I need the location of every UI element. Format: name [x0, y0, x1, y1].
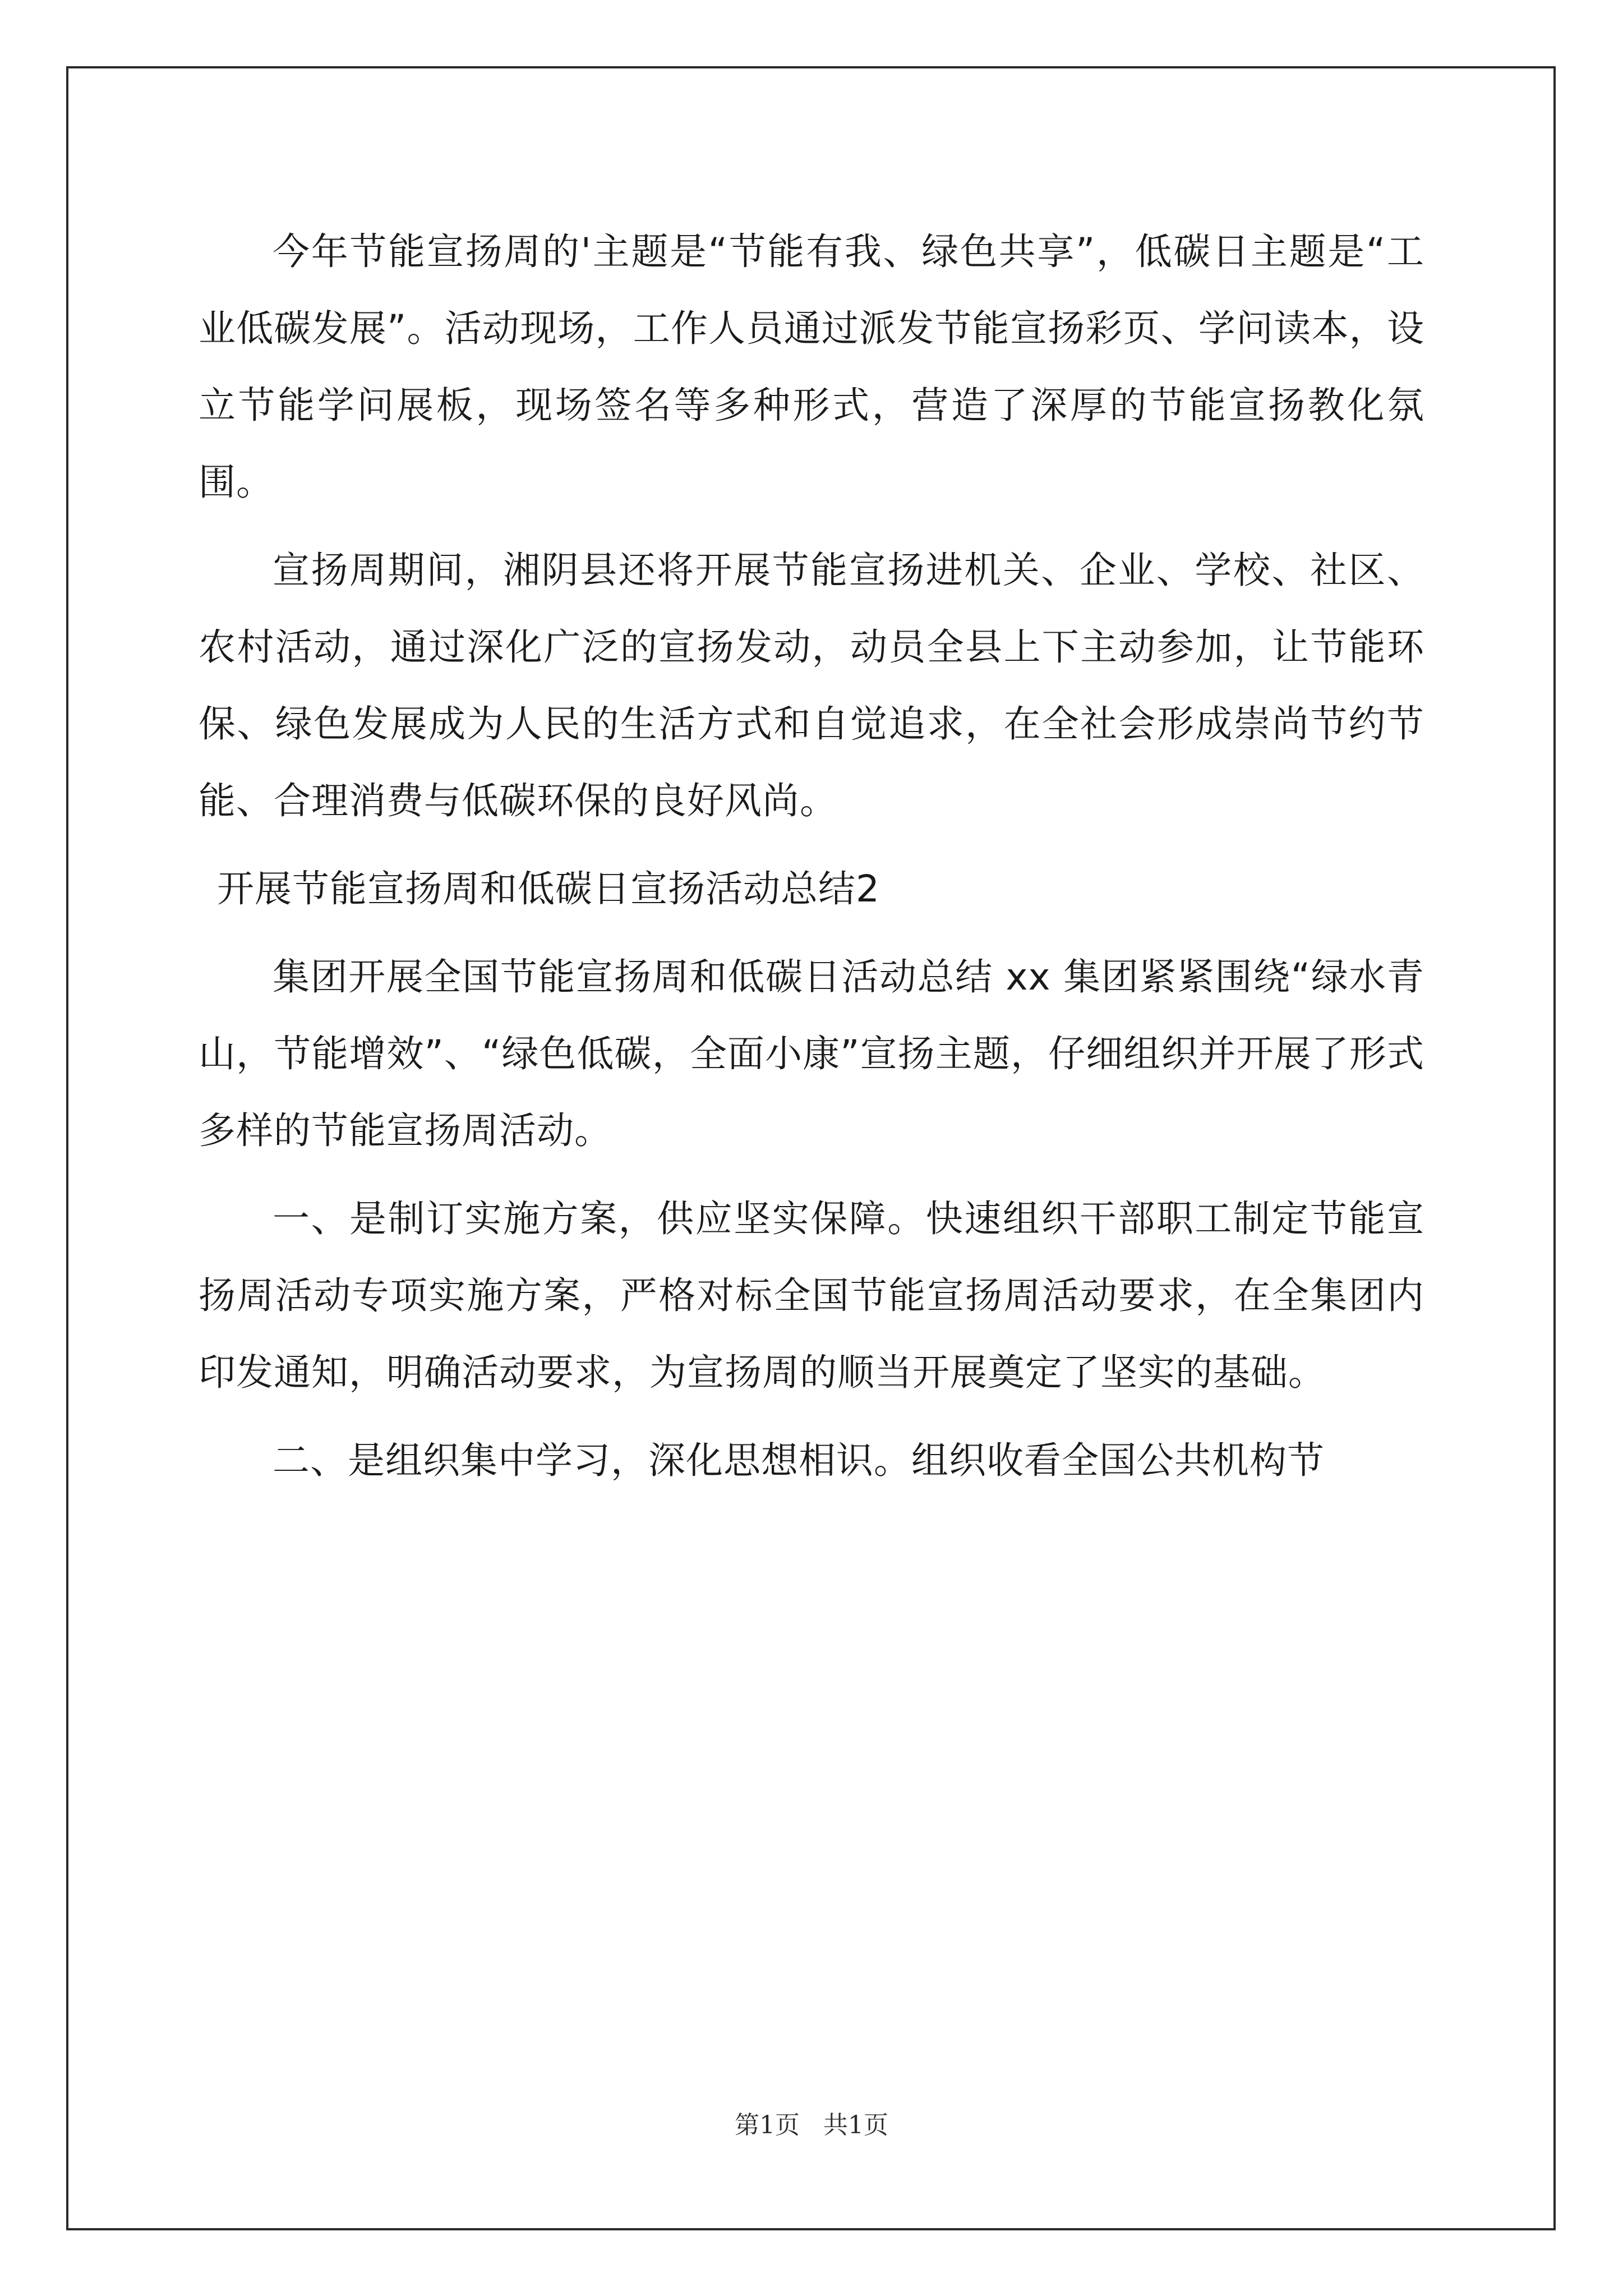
paragraph-5: 二、是组织集中学习，深化思想相识。组织收看全国公共机构节 — [273, 1439, 1325, 1482]
paragraph-4: 一、是制订实施方案，供应坚实保障。快速组织干部职工制定节能宣扬周活动专项实施方案，严格对标全国节能宣扬周活动要求，在全集团内印发通知，明确活动要求，为宣扬周的顺当开展奠定了坚实的基础。 — [199, 1197, 1424, 1394]
page-footer: 第1页 共1页 — [735, 2111, 888, 2139]
paragraph-1: 今年节能宣扬周的'主题是“节能有我、绿色共享”，低碳日主题是“工业低碳发展”。活动现场，工作人员通过派发节能宣扬彩页、学问读本，设立节能学问展板，现场签名等多种形式，营造了深厚的节能宣扬教化氛围。 — [199, 230, 1424, 504]
document-body — [199, 213, 1424, 1499]
paragraph-2: 宣扬周期间，湘阴县还将开展节能宣扬进机关、企业、学校、社区、农村活动，通过深化广泛的宣扬发动，动员全县上下主动参加，让节能环保、绿色发展成为人民的生活方式和自觉追求，在全社会形成崇尚节约节能、合理消费与低碳环保的良好风尚。 — [199, 549, 1424, 822]
section-heading: 开展节能宣扬周和低碳日宣扬活动总结2 — [217, 867, 880, 910]
paragraph-3: 集团开展全国节能宣扬周和低碳日活动总结 xx 集团紧紧围绕“绿水青山，节能增效”、“绿色低碳，全面小康”宣扬主题，仔细组织并开展了形式多样的节能宣扬周活动。 — [199, 955, 1424, 1152]
